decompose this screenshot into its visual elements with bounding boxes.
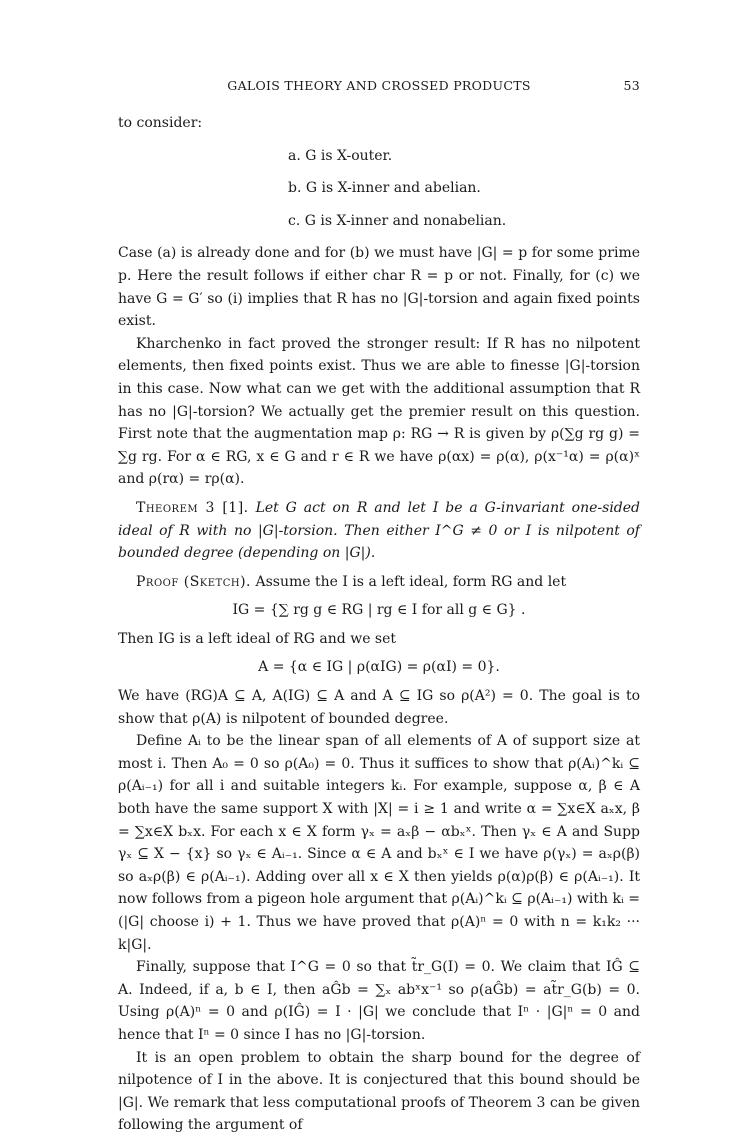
body-text	[118, 112, 640, 1137]
paragraph-finally: Finally, suppose that I^G = 0 so that t̃r_G(I) = 0. We claim that IĜ ⊆ A. Indeed, if a, b ∈ I, then aĜb = ∑ₓ abˣx⁻¹ so ρ(aĜb) = at̃r_G(b) = 0. Using ρ(A)ⁿ = 0 and ρ(IĜ) = I · |G| we conclude that Iⁿ · |G|ⁿ = 0 and hence that Iⁿ = 0 since I has no |G|-torsion.	[118, 959, 640, 1043]
case-a: a. G is X-outer.	[288, 147, 393, 164]
paragraph-define-ai: Define Aᵢ to be the linear span of all elements of A of support size at most i. Then A₀ = 0 so ρ(A₀) = 0. Thus it suffices to show that ρ(Aᵢ)^kᵢ ⊆ ρ(Aᵢ₋₁) for all i and suitable integers kᵢ. For example, suppose α, β ∈ A both have the same support X with |X| = i ≥ 1 and write α = ∑x∈X aₓx, β = ∑x∈X bₓx. For each x ∈ X form γₓ = aₓβ − αbₓˣ. Then γₓ ∈ A and Supp γₓ ⊆ X − {x} so γₓ ∈ Aᵢ₋₁. Since α ∈ A and bₓˣ ∈ I we have ρ(γₓ) = aₓρ(β) so aₓρ(β) ∈ ρ(Aᵢ₋₁). Adding over all x ∈ X then yields ρ(α)ρ(β) ∈ ρ(Aᵢ₋₁). It now follows from a pigeon hole argument that ρ(Aᵢ)^kᵢ ⊆ ρ(Aᵢ₋₁) with kᵢ = (|G| choose i) + 1. Thus we have proved that ρ(A)ⁿ = 0 with n = k₁k₂ ··· k|G|.	[118, 733, 640, 953]
running-header	[118, 78, 640, 98]
proof-label: Proof (Sketch).	[136, 573, 252, 590]
paragraph-open-problem: It is an open problem to obtain the sharp bound for the degree of nilpotence of I in the above. It is conjectured that this bound should be |G|. We remark that less computational proofs of Theorem 3 can be given following the argument of	[118, 1049, 640, 1134]
theorem-label: Theorem 3 [1].	[136, 499, 249, 516]
paragraph-goal: We have (RG)A ⊆ A, A(IG) ⊆ A and A ⊆ IG so ρ(A²) = 0. The goal is to show that ρ(A) is nilpotent of bounded degree.	[118, 688, 640, 727]
proof-intro: Assume the I is a left ideal, form RG and let	[255, 573, 567, 590]
case-c: c. G is X-inner and nonabelian.	[288, 212, 507, 229]
theorem-statement: Let G act on R and let I be a G-invariant one-sided ideal of R with no |G|-torsion. Then either I^G ≠ 0 or I is nilpotent of bounded degree (depending on |G|).	[118, 499, 641, 562]
page-number: 53	[623, 78, 640, 93]
paragraph-case-discussion: Case (a) is already done and for (b) we must have |G| = p for some prime p. Here the result follows if either char R = p or not. Finally, for (c) we have G = G′ so (i) implies that R has no |G|-torsion and again fixed points exist.	[118, 245, 640, 330]
running-title: GALOIS THEORY AND CROSSED PRODUCTS	[227, 78, 531, 93]
paragraph-ig-ideal: Then IG is a left ideal of RG and we set	[118, 630, 397, 647]
theorem-3	[118, 497, 640, 565]
intro-line: to consider:	[118, 115, 203, 131]
case-b: b. G is X-inner and abelian.	[288, 180, 481, 197]
display-equation-a: A = {α ∈ IG | ρ(αIG) = ρ(αI) = 0}.	[258, 659, 500, 676]
display-equation-ig: IG = {∑ rg g ∈ RG | rg ∈ I for all g ∈ G} .	[232, 602, 526, 619]
paragraph-kharchenko: Kharchenko in fact proved the stronger result: If R has no nilpotent elements, then fixed points exist. Thus we are able to finesse |G|-torsion in this case. Now what can we get with the additional assumption that R has no |G|-torsion? We actually get the premier result on this question. First note that the augmentation map ρ: RG → R is given by ρ(∑g rg g) = ∑g rg. For α ∈ RG, x ∈ G and r ∈ R we have ρ(αx) = ρ(α), ρ(x⁻¹α) = ρ(α)ˣ and ρ(rα) = rρ(α).	[118, 335, 640, 488]
proof-start	[118, 571, 640, 594]
